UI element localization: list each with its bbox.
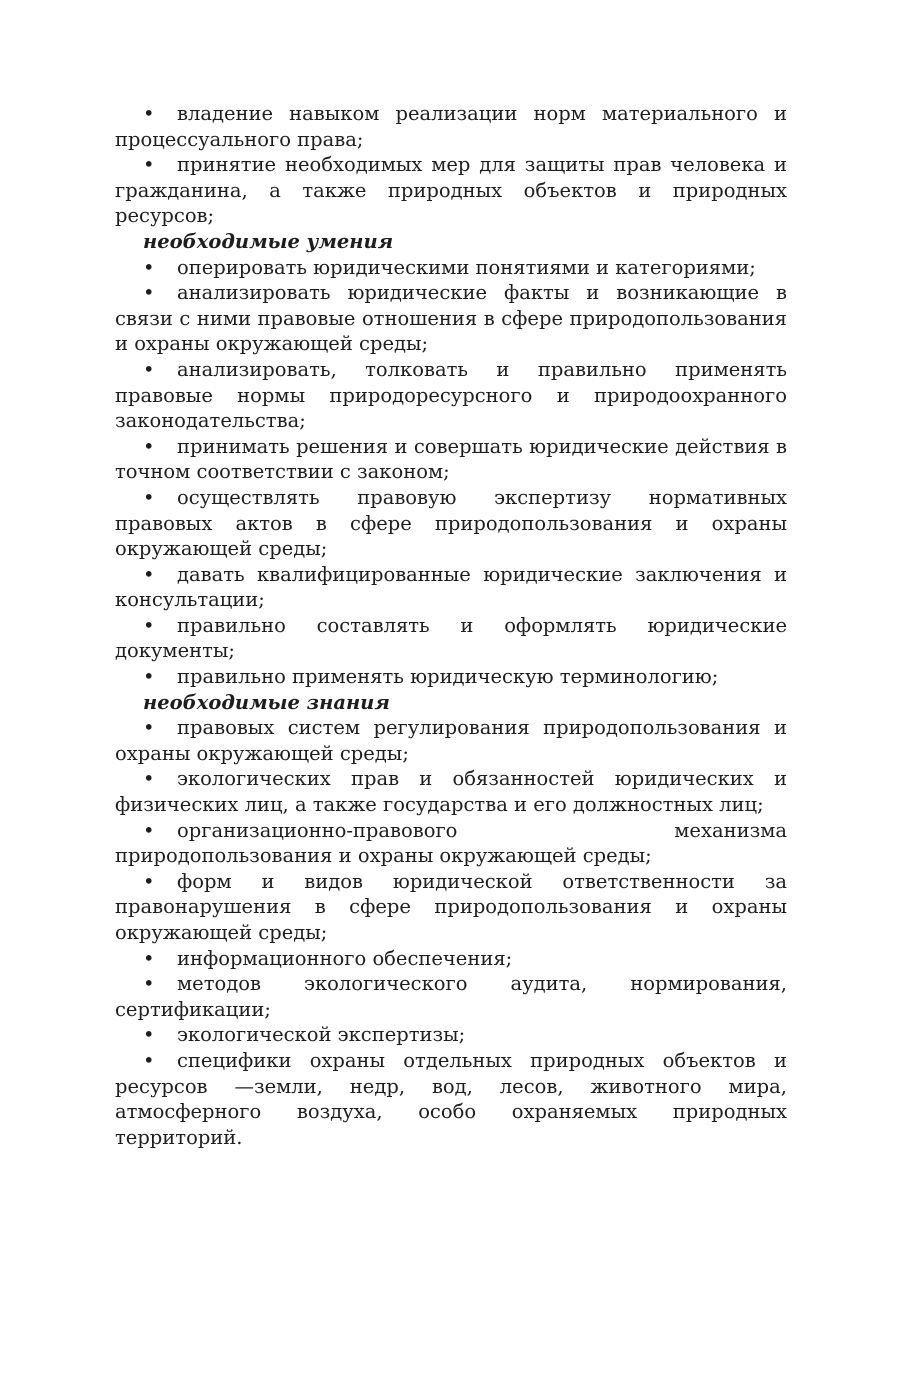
- list-item: [115, 946, 787, 972]
- bullet-icon: •: [143, 434, 155, 458]
- bullet-icon: •: [143, 1023, 155, 1047]
- bullet-icon: •: [143, 716, 155, 740]
- bullet-icon: •: [143, 153, 155, 177]
- list-item: [115, 715, 787, 766]
- bullet-icon: •: [143, 946, 155, 970]
- list-item: [115, 1048, 787, 1150]
- bullet-icon: •: [143, 485, 155, 509]
- list-item: [115, 152, 787, 229]
- list-item-text: правильно составлять и оформлять юридические документы;: [115, 613, 787, 663]
- list-item-text: оперировать юридическими понятиями и категориями;: [177, 255, 756, 279]
- bullet-icon: •: [143, 255, 155, 279]
- list-item: [115, 971, 787, 1022]
- section-heading-knowledge: необходимые знания: [143, 690, 390, 714]
- list-item: [115, 280, 787, 357]
- list-item-text: правовых систем регулирования природопользования и охраны окружающей среды;: [115, 716, 787, 765]
- list-item: [115, 101, 787, 152]
- list-item: [115, 869, 787, 946]
- list-item: [115, 664, 787, 690]
- bullet-icon: •: [143, 665, 155, 689]
- bullet-icon: •: [143, 562, 155, 586]
- bullet-icon: •: [143, 869, 155, 893]
- list-item-text: владение навыком реализации норм материального и процессуального права;: [115, 102, 787, 151]
- list-item: [115, 818, 787, 869]
- bullet-icon: •: [143, 613, 155, 637]
- list-item: [115, 255, 787, 281]
- bullet-icon: •: [143, 357, 155, 381]
- list-item-text: организационно-правового механизма природопользования и охраны окружающей среды;: [115, 818, 787, 868]
- bullet-icon: •: [143, 281, 155, 305]
- list-item-text: экологических прав и обязанностей юридических и физических лиц, а также государства и его должностных лиц;: [115, 767, 787, 817]
- list-item-text: анализировать, толковать и правильно применять правовые нормы природоресурсного и природоохранного законодательства;: [115, 357, 787, 433]
- list-item: [115, 485, 787, 562]
- document-page: [115, 101, 787, 1150]
- section-heading-skills: необходимые умения: [143, 229, 394, 253]
- list-item: [115, 766, 787, 817]
- list-item: [115, 562, 787, 613]
- list-item-text: форм и видов юридической ответственности за правонарушения в сфере природопользования и охраны окружающей среды;: [115, 869, 787, 944]
- bullet-icon: •: [143, 818, 155, 842]
- list-item: [115, 434, 787, 485]
- list-item: [115, 613, 787, 664]
- list-item-text: принятие необходимых мер для защиты прав человека и гражданина, а также природных объектов и природных ресурсов;: [115, 153, 787, 228]
- bullet-icon: •: [143, 102, 155, 125]
- list-item-text: анализировать юридические факты и возникающие в связи с ними правовые отношения в сфере природопользования и охраны окружающей среды;: [115, 281, 787, 356]
- list-item-text: информационного обеспечения;: [177, 946, 513, 970]
- list-item-text: методов экологического аудита, нормирования, сертификации;: [115, 972, 787, 1021]
- list-item-text: специфики охраны отдельных природных объектов и ресурсов —земли, недр, вод, лесов, животного мира, атмосферного воздуха, особо охраняемых природных территорий.: [115, 1048, 787, 1149]
- list-item-text: правильно применять юридическую терминологию;: [177, 665, 719, 689]
- list-item: [115, 357, 787, 434]
- bullet-icon: •: [143, 972, 155, 996]
- list-item-text: осуществлять правовую экспертизу нормативных правовых актов в сфере природопользования и охраны окружающей среды;: [115, 485, 787, 561]
- list-item-text: давать квалифицированные юридические заключения и консультации;: [115, 562, 787, 612]
- list-item-text: принимать решения и совершать юридические действия в точном соответствии с законом;: [115, 434, 787, 484]
- bullet-icon: •: [143, 767, 155, 791]
- list-item-text: экологической экспертизы;: [177, 1023, 466, 1047]
- list-item: [115, 1022, 787, 1048]
- bullet-icon: •: [143, 1048, 155, 1072]
